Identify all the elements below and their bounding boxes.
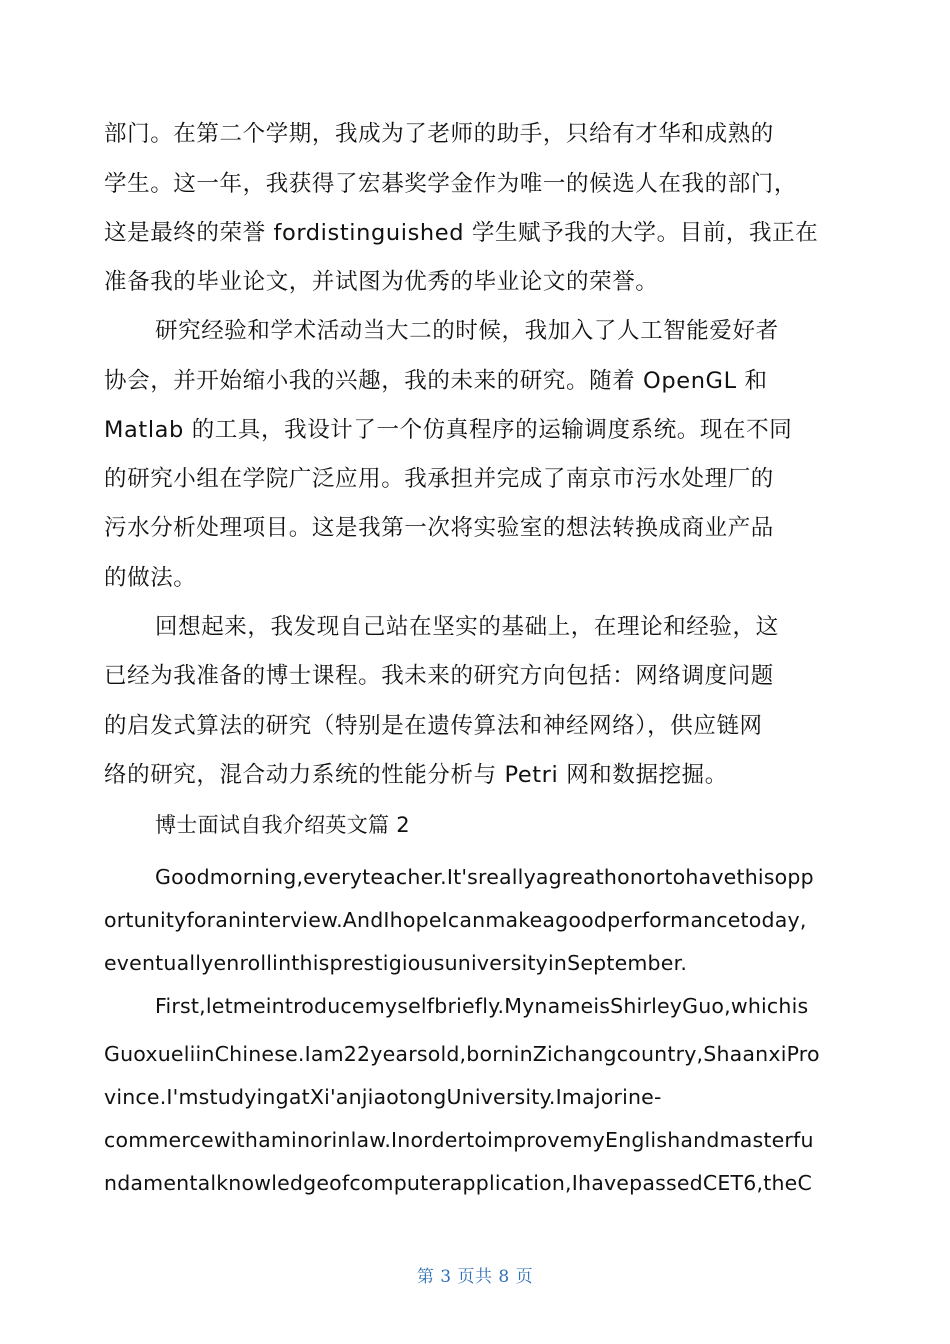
section-heading: 博士面试自我介绍英文篇 2 [155, 813, 410, 837]
body-line: 研究经验和学术活动当大二的时候，我加入了人工智能爱好者 [155, 318, 779, 344]
body-line: GuoxueliinChinese.Iam22yearsold,borninZichangcountry,ShaanxiPro [104, 1042, 820, 1066]
body-line: 学生。这一年，我获得了宏碁奖学金作为唯一的候选人在我的部门， [104, 171, 798, 197]
body-line: 准备我的毕业论文，并试图为优秀的毕业论文的荣誉。 [104, 269, 659, 295]
body-line: 污水分析处理项目。这是我第一次将实验室的想法转换成商业产品 [104, 515, 774, 541]
body-line: First,letmeintroducemyselfbriefly.MynameisShirleyGuo,whichis [155, 994, 809, 1018]
body-line: 的做法。 [104, 565, 197, 591]
body-line: 络的研究，混合动力系统的性能分析与 Petri 网和数据挖掘。 [104, 762, 728, 788]
body-line: 部门。在第二个学期，我成为了老师的助手，只给有才华和成熟的 [104, 121, 774, 147]
body-line: ndamentalknowledgeofcomputerapplication,IhavepassedCET6,theC [104, 1171, 812, 1195]
body-line: 的启发式算法的研究（特别是在遗传算法和神经网络），供应链网 [104, 713, 763, 739]
body-line: 这是最终的荣誉 fordistinguished 学生赋予我的大学。目前，我正在 [104, 220, 819, 246]
body-line: 回想起来，我发现自己站在坚实的基础上，在理论和经验，这 [155, 614, 779, 640]
page-number: 第 3 页共 8 页 [416, 1267, 534, 1287]
body-line: commercewithaminorinlaw.InordertoimprovemyEnglishandmasterfu [104, 1128, 814, 1152]
body-line: Goodmorning,everyteacher.It'sreallyagreathonortohavethisopp [155, 865, 814, 889]
body-line: eventuallyenrollinthisprestigiousuniversityinSeptember. [104, 951, 688, 975]
body-line: Matlab 的工具，我设计了一个仿真程序的运输调度系统。现在不同 [104, 417, 793, 443]
body-line: 协会，并开始缩小我的兴趣，我的未来的研究。随着 OpenGL 和 [104, 368, 768, 394]
body-line: 已经为我准备的博士课程。我未来的研究方向包括：网络调度问题 [104, 663, 774, 689]
body-line: vince.I'mstudyingatXi'anjiaotongUniversity.Imajorine- [104, 1085, 662, 1109]
body-line: ortunityforaninterview.AndIhopeIcanmakeagoodperformancetoday, [104, 908, 807, 932]
body-line: 的研究小组在学院广泛应用。我承担并完成了南京市污水处理厂的 [104, 466, 774, 492]
